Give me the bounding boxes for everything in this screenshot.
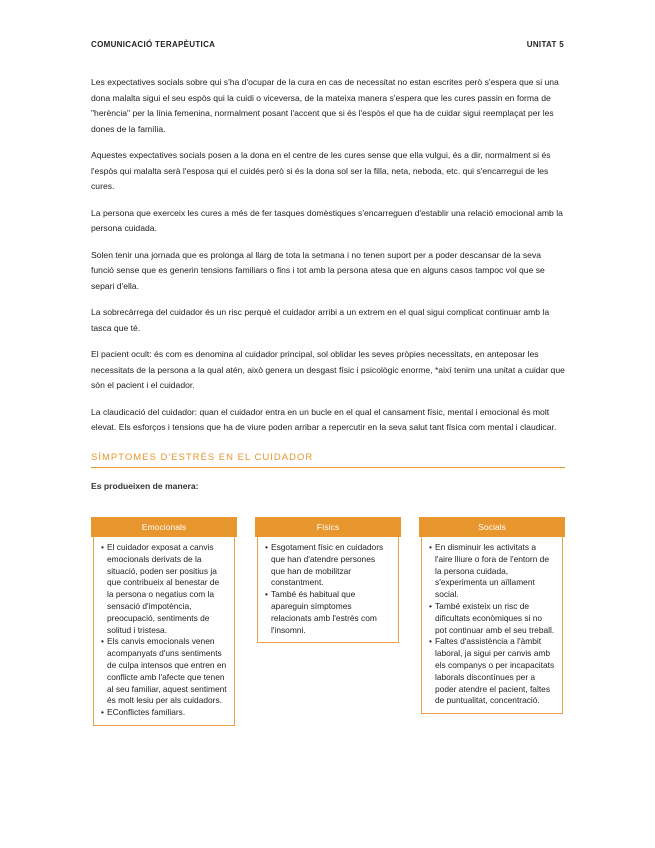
- list-item: • Esgotament físic en cuidadors que han d'atendre persones que han de mobilitzar constantment.: [265, 542, 391, 589]
- paragraph: El pacient ocult: és com es denomina al cuidador principal, sol oblidar les seves pròpies necessitats, en anteposar les necessitats de la persona a la qual atén, això genera un desgast físic i psicològic enorme, *així tenim una unitat a cuidar que són el pacient i el cuidador.: [91, 349, 565, 390]
- list-item: • En disminuir les activitats a l'aire lliure o fora de l'entorn de la persona cuidada, s'experimenta un aïllament social.: [429, 542, 555, 601]
- paragraph: Aquestes expectatives socials posen a la dona en el centre de les cures sense que ella vulgui, és a dir, normalment si és l'espòs qui malalta serà l'esposa qui el cuidés però si és la dona sol ser la filla, neta, neboda, etc. qui s'encarregui de les cures.: [91, 150, 551, 191]
- list-item: • Faltes d'assistència a l'àmbit laboral, ja sigui per canvis amb els companys o per incapacitats laborals discontínues per a poder atendre el pacient, faltes de puntualitat, concentració.: [429, 636, 555, 707]
- list-item: • EConflictes familiars.: [101, 707, 227, 719]
- section-intro: Es produeixen de manera:: [91, 480, 199, 491]
- document-body: [91, 75, 565, 491]
- list-item: • També és habitual que apareguin símptomes relacionats amb l'estrès com l'insomni.: [265, 589, 391, 636]
- paragraph: Les expectatives socials sobre qui s'ha d'ocupar de la cura en cas de necessitat no estan escrites però s'espera que si una dona malalta sigui el seu espòs qui la cuidi o viceversa, de la mateixa manera s'espera que les cures passin en forma de "herència" per la línia femenina, normalment posant l'accent que si és l'espòs el que ha de cuidar sigui reemplaçat per les dones de la família.: [91, 77, 559, 134]
- section-heading: SÍMPTOMES D'ESTRÈS EN EL CUIDADOR: [91, 452, 565, 468]
- header-course-title: COMUNICACIÓ TERAPÈUTICA: [91, 40, 216, 49]
- list-item: • El cuidador exposat a canvis emocionals derivats de la situació, poden ser positius ja que contribueix al benestar de la persona o negatius com la sensació d'impotència, preocupació, sentiments de solitud i tristesa.: [101, 542, 227, 636]
- box-title: Socials: [419, 517, 565, 537]
- header-unit-label: UNITAT 5: [526, 40, 564, 49]
- list-item: • També existeix un risc de dificultats econòmiques si no pot continuar amb el seu treball.: [429, 601, 555, 636]
- paragraph: La persona que exerceix les cures a més de fer tasques domèstiques s'encarreguen d'establir una relació emocional amb la persona cuidada.: [91, 207, 563, 233]
- box-emotional: [91, 517, 237, 726]
- box-title: Emocionals: [91, 517, 237, 537]
- box-social: [419, 517, 565, 726]
- box-content: [257, 537, 399, 643]
- page-header: [91, 40, 564, 49]
- box-content: [421, 537, 563, 714]
- paragraph: Solen tenir una jornada que es prolonga al llarg de tota la setmana i no tenen suport per a poder descansar de la seva funció sense que es generin tensions familiars o fins i tot amb la persona atesa que en alguns casos tampoc vol que se separi d'ella.: [91, 249, 545, 291]
- box-physical: [255, 517, 401, 726]
- paragraph: La sobrecàrrega del cuidador és un risc perquè el cuidador arribi a un extrem en el qual sigui complicat continuar amb la tasca que té.: [91, 307, 550, 333]
- box-content: [93, 537, 235, 726]
- box-title: Físics: [255, 517, 401, 537]
- paragraph: La claudicació del cuidador: quan el cuidador entra en un bucle en el qual el cansament físic, mental i emocional és molt elevat. Els esforços i tensions que ha de viure poden arribar a repercutir en la seva salut tant física com mental i claudicar.: [91, 406, 557, 432]
- list-item: • Els canvis emocionals venen acompanyats d'uns sentiments de culpa intensos que entren en conflicte amb l'afecte que tenen al seu familiar, aquest sentiment és molt lesiu per als cuidadors.: [101, 636, 227, 707]
- symptom-boxes: [91, 517, 565, 726]
